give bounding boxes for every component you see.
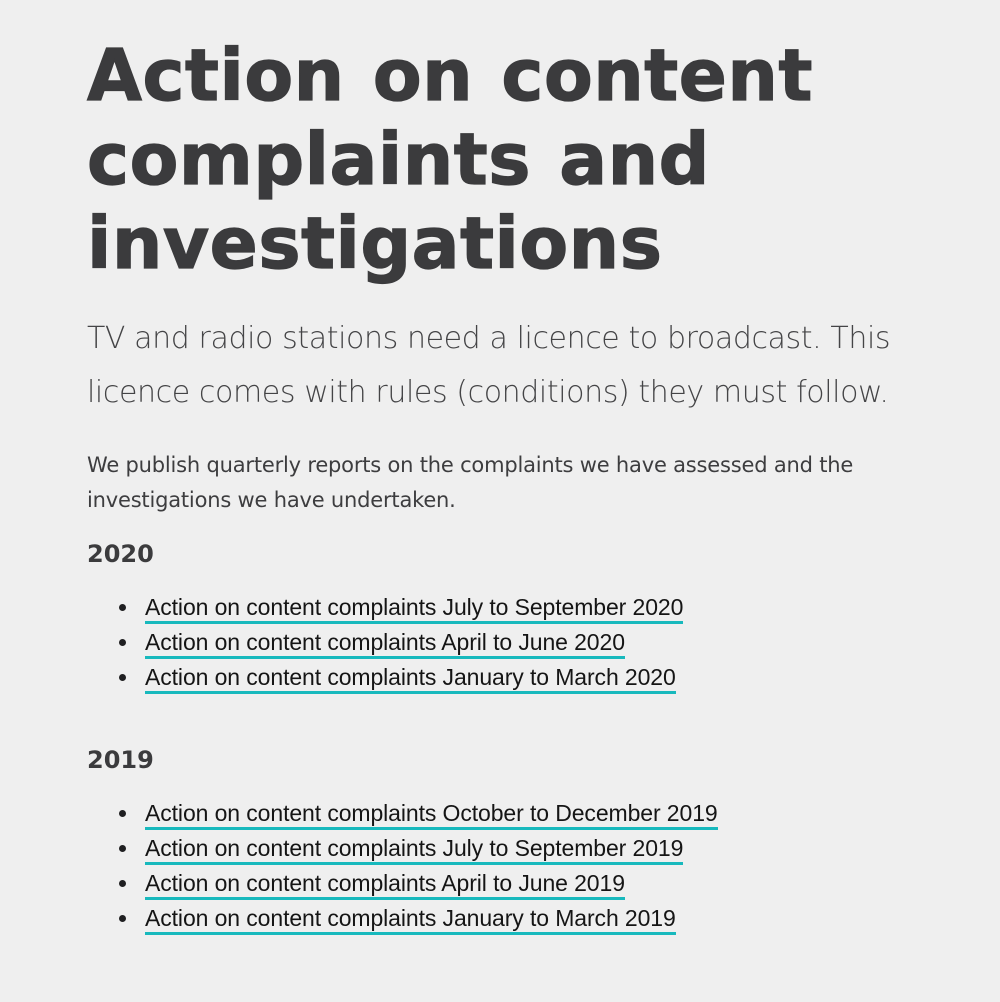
list-item	[115, 904, 944, 939]
reports-2020-list	[87, 593, 944, 698]
list-item	[115, 799, 944, 834]
report-link-jan-mar-2019[interactable]: Action on content complaints January to March 2019	[145, 904, 676, 935]
bullet-icon	[119, 880, 126, 887]
year-heading-2019: 2019	[87, 746, 154, 774]
description-paragraph: We publish quarterly reports on the complaints we have assessed and the investigations we have undertaken.	[87, 453, 854, 512]
bullet-icon	[119, 810, 126, 817]
year-heading-2020: 2020	[87, 540, 154, 568]
page-title: Action on content complaints and investigations	[87, 34, 813, 285]
intro-paragraph: TV and radio stations need a licence to broadcast. This licence comes with rules (conditions) they must follow.	[87, 321, 891, 410]
list-item	[115, 834, 944, 869]
list-item	[115, 869, 944, 904]
bullet-icon	[119, 674, 126, 681]
bullet-icon	[119, 604, 126, 611]
list-item	[115, 663, 944, 698]
report-link-jul-sep-2020[interactable]: Action on content complaints July to September 2020	[145, 593, 683, 624]
bullet-icon	[119, 915, 126, 922]
bullet-icon	[119, 845, 126, 852]
reports-2020-section	[87, 539, 944, 698]
report-link-oct-dec-2019[interactable]: Action on content complaints October to December 2019	[145, 799, 718, 830]
list-item	[115, 628, 944, 663]
report-link-jul-sep-2019[interactable]: Action on content complaints July to September 2019	[145, 834, 683, 865]
reports-2019-list	[87, 799, 944, 939]
report-link-apr-jun-2020[interactable]: Action on content complaints April to June 2020	[145, 628, 625, 659]
bullet-icon	[119, 639, 126, 646]
reports-2019-section	[87, 745, 944, 939]
list-item	[115, 593, 944, 628]
report-link-apr-jun-2019[interactable]: Action on content complaints April to June 2019	[145, 869, 625, 900]
report-link-jan-mar-2020[interactable]: Action on content complaints January to March 2020	[145, 663, 676, 694]
